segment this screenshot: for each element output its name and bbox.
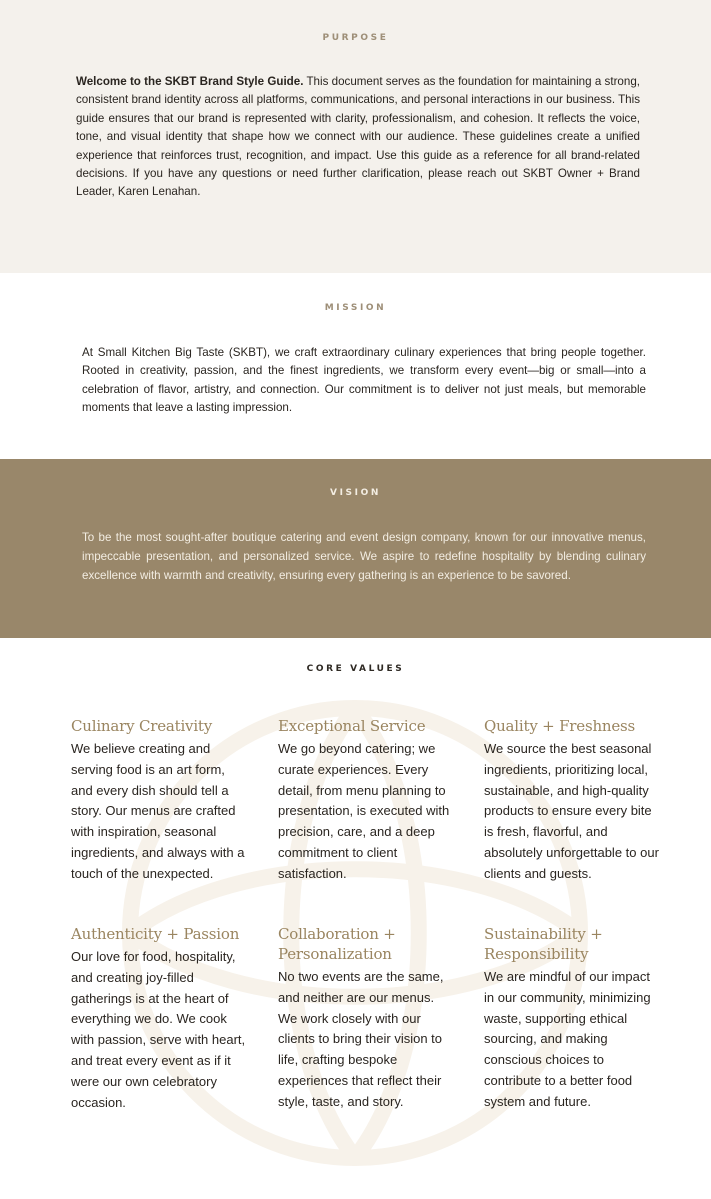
core-value-collaboration-personalization: [278, 924, 454, 1113]
core-value-text: We go beyond catering; we curate experiences. Every detail, from menu planning to presentation, is executed with precision, care, and a deep commitment to client satisfaction.: [278, 741, 450, 881]
purpose-eyebrow: PURPOSE: [322, 33, 389, 43]
core-values-eyebrow: CORE VALUES: [306, 664, 405, 674]
mission-section: [0, 273, 711, 459]
core-value-text: We source the best seasonal ingredients, prioritizing local, sustainable, and high-quality products to ensure every bite is fresh, flavorful, and absolutely unforgettable to our clients and guests.: [484, 741, 659, 881]
purpose-lead: Welcome to the SKBT Brand Style Guide.: [76, 75, 304, 88]
core-value-text: We are mindful of our impact in our community, minimizing waste, supporting ethical sourcing, and making conscious choices to contribute to a better food system and future.: [484, 969, 651, 1109]
core-value-title: Collaboration + Personalization: [278, 925, 396, 963]
core-value-exceptional-service: [278, 716, 454, 885]
purpose-text: This document serves as the foundation for maintaining a strong, consistent brand identity across all platforms, communications, and personal interactions in our business. This guide ensures that our brand is represented with clarity, professionalism, and cohesion. It reflects the voice, tone, and visual identity that shape how we connect with our audience. These guidelines create a unified experience that reinforces trust, recognition, and impact. Use this guide as a reference for all brand-related decisions. If you have any questions or need further clarification, please reach out SKBT Owner + Brand Leader, Karen Lenahan.: [76, 75, 640, 199]
vision-paragraph: To be the most sought-after boutique catering and event design company, known for our innovative menus, impeccable presentation, and personalized service. We aspire to redefine hospitality by blending culinary excellence with warmth and creativity, ensuring every gathering is an experience to be savored.: [82, 531, 646, 582]
mission-eyebrow: MISSION: [324, 303, 387, 313]
vision-section: [0, 459, 711, 638]
core-value-authenticity-passion: [71, 924, 247, 1113]
core-value-text: We believe creating and serving food is an art form, and every dish should tell a story. Our menus are crafted with inspiration, seasonal ingredients, and always with a touch of the unexpected.: [71, 741, 245, 881]
core-value-title: Sustainability + Responsibility: [484, 925, 603, 963]
purpose-section: [0, 0, 711, 273]
core-value-quality-freshness: [484, 716, 660, 885]
core-value-title: Exceptional Service: [278, 717, 426, 735]
purpose-paragraph: [76, 73, 640, 202]
core-value-title: Culinary Creativity: [71, 717, 213, 735]
core-values-section: [0, 638, 711, 1199]
core-value-title: Quality + Freshness: [484, 717, 636, 735]
core-value-sustainability-responsibility: [484, 924, 660, 1113]
core-value-title: Authenticity + Passion: [71, 925, 240, 943]
core-value-culinary-creativity: [71, 716, 247, 885]
mission-paragraph: At Small Kitchen Big Taste (SKBT), we craft extraordinary culinary experiences that bring people together. Rooted in creativity, passion, and the finest ingredients, we transform every event—big or small—into a celebration of flavor, artistry, and connection. Our commitment is to deliver not just meals, but memorable moments that leave a lasting impression.: [82, 346, 646, 415]
vision-eyebrow: VISION: [330, 488, 381, 498]
core-value-text: Our love for food, hospitality, and creating joy-filled gatherings is at the heart of everything we do. We cook with passion, serve with heart, and treat every event as if it were our own celebratory occasion.: [71, 949, 246, 1110]
core-value-text: No two events are the same, and neither are our menus. We work closely with our clients to bring their vision to life, crafting bespoke experiences that reflect their style, taste, and story.: [278, 969, 444, 1109]
